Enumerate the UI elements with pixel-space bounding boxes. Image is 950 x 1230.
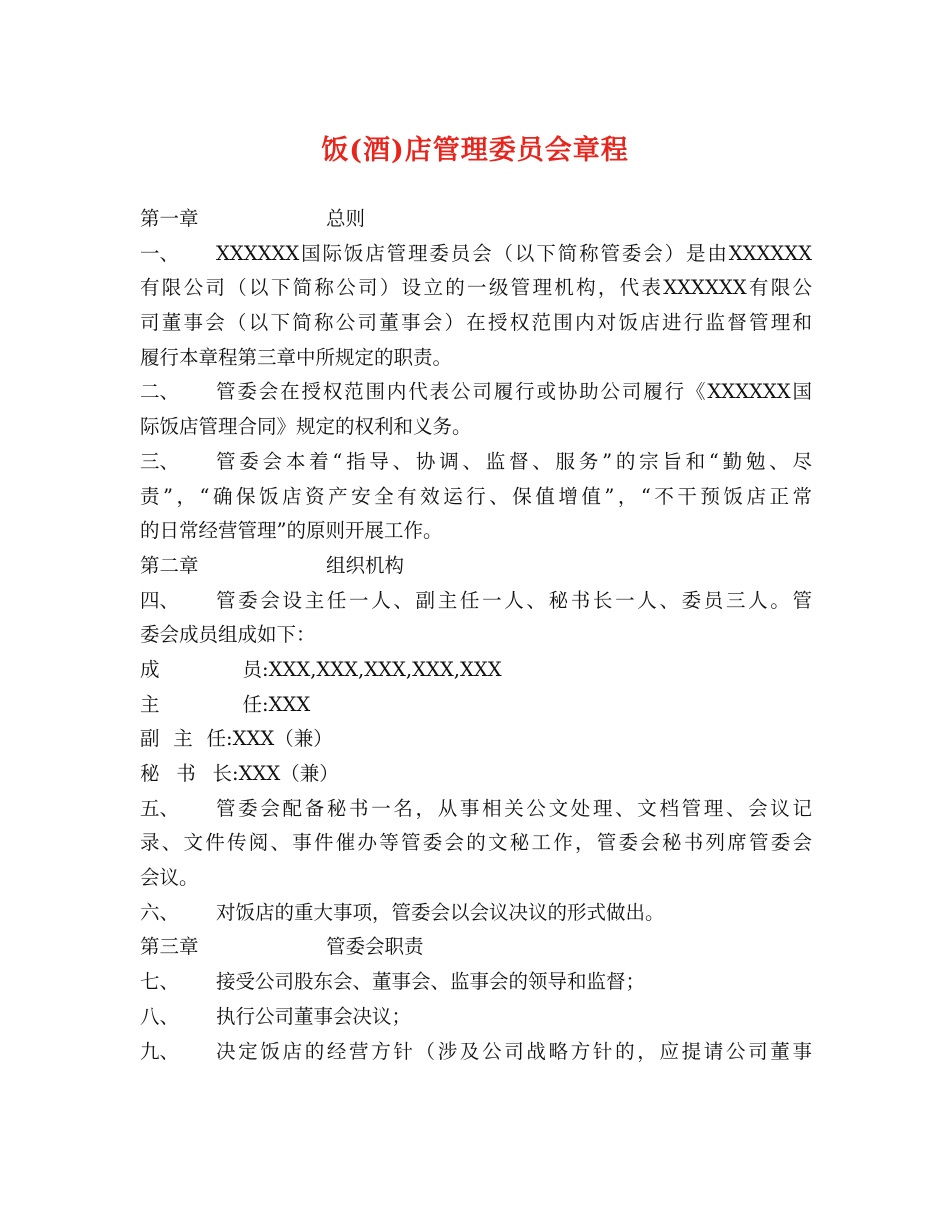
article-text: 管委会设主任一人、副主任一人、秘书长一人、委员三人。管 (216, 588, 812, 612)
article-line (140, 445, 812, 480)
chapter-heading-3 (140, 930, 812, 965)
chapter-number: 第三章 (140, 935, 199, 959)
document-title: 饭(酒)店管理委员会章程 (321, 135, 629, 166)
roster-label-char: 任 (206, 727, 226, 751)
article-3 (140, 445, 812, 549)
member-roster (140, 653, 812, 792)
article-number: 六、 (140, 900, 180, 924)
article-text: 执行公司董事会决议； (216, 1004, 412, 1028)
article-4 (140, 584, 812, 653)
roster-value: :XXX,XXX,XXX,XXX,XXX (262, 657, 502, 681)
roster-label-char: 员 (242, 657, 262, 681)
article-text: 管委会在授权范围内代表公司履行或协助公司履行《XXXXXX国 (216, 380, 812, 404)
roster-label-char: 副 (140, 727, 160, 751)
article-number: 二、 (140, 380, 180, 404)
roster-value: :XXX (262, 692, 311, 716)
roster-label (140, 688, 262, 723)
roster-value: :XXX（兼） (232, 762, 339, 785)
article-line: 履行本章程第三章中所规定的职责。 (140, 345, 453, 369)
roster-label-char: 任 (242, 692, 262, 716)
article-number: 三、 (140, 449, 180, 473)
chapter-name: 管委会职责 (326, 935, 424, 959)
roster-row-members (140, 653, 812, 688)
article-line: 有限公司（以下简称公司）设立的一级管理机构，代表XXXXXX有限公 (140, 276, 812, 300)
article-number: 七、 (140, 970, 180, 994)
chapter-name: 总则 (326, 207, 366, 230)
article-number: 八、 (140, 1004, 180, 1028)
article-text: 对饭店的重大事项，管委会以会议决议的形式做出。 (216, 900, 665, 924)
chapter-heading-1 (140, 202, 812, 237)
article-5 (140, 792, 812, 896)
article-line (140, 237, 812, 272)
article-text-run: XXXXXX国际饭店管理委员会（以下简称管委会）是由XXXXXX (216, 241, 812, 265)
roster-label-char: 主 (173, 727, 193, 751)
article-line: 委会成员组成如下： (140, 623, 316, 647)
roster-label (140, 722, 226, 757)
roster-label (140, 653, 262, 688)
article-1 (140, 237, 812, 376)
chapter-name: 组织机构 (326, 553, 405, 577)
article-6 (140, 896, 812, 931)
article-8 (140, 1000, 812, 1035)
article-text: 接受公司股东会、董事会、监事会的领导和监督； (216, 970, 646, 994)
chapter-heading-2 (140, 549, 812, 584)
article-7 (140, 965, 812, 1000)
article-line: 会议。 (140, 866, 199, 890)
roster-label-char: 秘 (140, 762, 160, 785)
article-number: 九、 (140, 1039, 180, 1063)
roster-row-deputy-director (140, 722, 812, 757)
article-line: 录、文件传阅、事件催办等管委会的文秘工作，管委会秘书列席管委会 (140, 831, 812, 855)
article-number: 四、 (140, 588, 180, 612)
article-9 (140, 1035, 812, 1070)
article-line: 际饭店管理合同》规定的权利和义务。 (140, 415, 472, 439)
article-line (140, 792, 812, 827)
article-number: 五、 (140, 796, 180, 820)
roster-row-director (140, 688, 812, 723)
document-body (140, 202, 812, 1069)
article-text: 管委会配备秘书一名，从事相关公文处理、文档管理、会议记 (216, 796, 812, 820)
article-line: 的日常经营管理”的原则开展工作。 (140, 519, 443, 543)
article-line: 司董事会（以下简称公司董事会）在授权范围内对饭店进行监督管理和 (140, 311, 812, 335)
roster-label (140, 757, 232, 792)
roster-row-secretary-general (140, 757, 812, 792)
roster-label-char: 主 (140, 692, 160, 716)
roster-label-char: 长 (212, 762, 232, 785)
article-line (140, 375, 812, 410)
article-line: 责”，“确保饭店资产安全有效运行、保值增值”，“不干预饭店正常 (140, 484, 812, 508)
article-text (216, 237, 812, 272)
article-text: 决定饭店的经营方针（涉及公司战略方针的，应提请公司董事 (216, 1039, 812, 1063)
article-line (140, 584, 812, 619)
article-text: 管委会本着“指导、协调、监督、服务”的宗旨和“勤勉、尽 (216, 449, 812, 473)
article-number: 一、 (140, 241, 180, 265)
article-2 (140, 375, 812, 444)
roster-label-char: 书 (176, 762, 196, 785)
chapter-number: 第二章 (140, 553, 199, 577)
roster-value: :XXX（兼） (226, 727, 333, 751)
chapter-number: 第一章 (140, 207, 199, 230)
roster-label-char: 成 (140, 657, 160, 681)
